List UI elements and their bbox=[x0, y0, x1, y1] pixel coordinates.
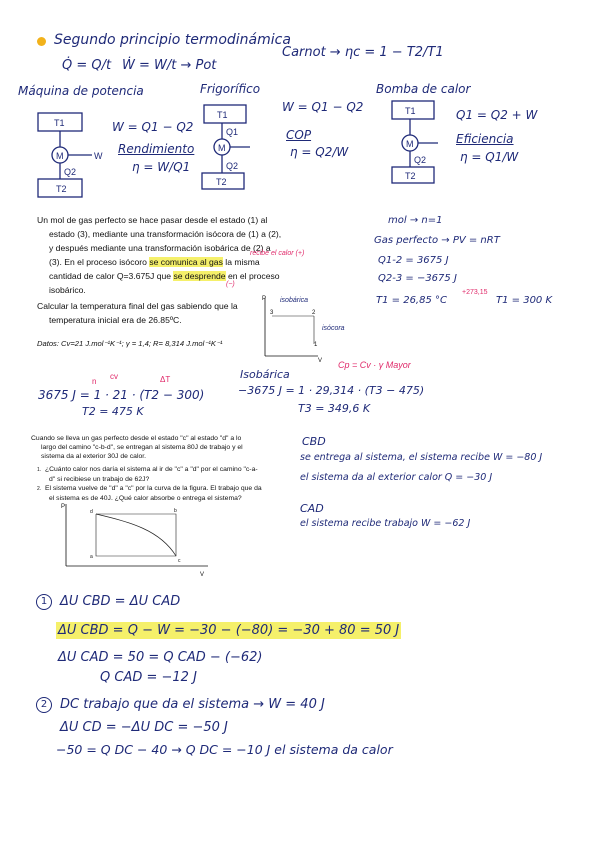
eficiencia-label: Eficiencia bbox=[456, 132, 514, 146]
bomba-q-eq: Q1 = Q2 + W bbox=[456, 108, 538, 122]
answer1-number: 1 bbox=[36, 594, 52, 610]
p1-graph-v: V bbox=[318, 358, 323, 364]
p2-line1: Cuando se lleva un gas perfecto desde el estado "c" al estado "d" a lo bbox=[31, 435, 242, 442]
p2-graph-c: c bbox=[178, 558, 181, 564]
side-q12: Q1-2 = 3675 J bbox=[378, 255, 449, 266]
p1-hw-isob-eq: −3675 J = 1 · 29,314 · (T3 − 475) bbox=[238, 384, 425, 397]
answer2-eq2: ΔU CD = −ΔU DC = −50 J bbox=[60, 720, 228, 735]
answer1-eq2: ΔU CBD = Q − W = −30 − (−80) = −30 + 80 = 50 J bbox=[58, 623, 400, 638]
answer2-eq1: DC trabajo que da el sistema → W = 40 J bbox=[60, 697, 325, 712]
p2-graph-d: d bbox=[90, 509, 93, 515]
p1-line4: (3). En el proceso isócoro se comunica al gas la misma bbox=[49, 257, 260, 267]
cad-line1: el sistema recibe trabajo W = −62 J bbox=[300, 518, 471, 529]
p1-hw-isob-label: Isobárica bbox=[240, 368, 290, 381]
q2-label-3: Q2 bbox=[414, 155, 427, 165]
p1-line1: Un mol de gas perfecto se hace pasar desde el estado (1) al bbox=[37, 215, 268, 225]
cop-eq: η = Q2/W bbox=[290, 145, 349, 159]
p2-pv-graph bbox=[60, 500, 220, 580]
heat-rate-eq: Q̇ = Q/t bbox=[62, 58, 112, 73]
t1-label-3: T1 bbox=[405, 106, 416, 116]
cbd-line2: el sistema da al exterior calor Q = −30 J bbox=[300, 472, 493, 483]
q2-label-2: Q2 bbox=[226, 161, 239, 171]
p1-graph-p: P bbox=[262, 296, 267, 302]
p1-hw-calc2: T2 = 475 K bbox=[82, 405, 144, 418]
p1-hw-dt: ΔT bbox=[160, 375, 171, 384]
side-t1c: T1 = 26,85 °C bbox=[376, 295, 447, 306]
eficiencia-eq: η = Q1/W bbox=[460, 150, 519, 164]
p1-q-line1: Calcular la temperatura final del gas sabiendo que la bbox=[37, 301, 238, 311]
p1-line3: y después mediante una transformación isobárica de (2) a bbox=[49, 243, 271, 253]
p2-graph-b: b bbox=[174, 508, 177, 514]
frigorifico-title: Frigorífico bbox=[200, 82, 261, 96]
t2-label-2: T2 bbox=[216, 177, 227, 187]
frig-w-eq: W = Q1 − Q2 bbox=[282, 100, 364, 114]
p2-item1: 1. ¿Cuánto calor nos daría el sistema al ir de "c" a "d" por el camino "c-a- d" si recibiese un trabajo de 62J? bbox=[37, 466, 258, 483]
t1-label-2: T1 bbox=[217, 110, 228, 120]
answer2-eq3: −50 = Q DC − 40 → Q DC = −10 J el sistema da calor bbox=[56, 742, 393, 757]
p2-graph-a: a bbox=[90, 554, 93, 560]
side-mol: mol → n=1 bbox=[388, 215, 443, 226]
problem1-text bbox=[37, 213, 281, 327]
maquina-w-eq: W = Q1 − Q2 bbox=[112, 120, 194, 134]
answer1-eq1: ΔU CBD = ΔU CAD bbox=[60, 594, 181, 609]
side-q23: Q2-3 = −3675 J bbox=[378, 273, 457, 284]
side-t1k: T1 = 300 K bbox=[496, 295, 553, 306]
p1-highlight-desprende: se desprende bbox=[173, 271, 226, 281]
rendimiento-label: Rendimiento bbox=[118, 142, 195, 156]
p1-hw-n: n bbox=[92, 377, 97, 386]
p1-highlight-comunica: se comunica al gas bbox=[149, 257, 223, 267]
p1-graph-isobarica: isobárica bbox=[280, 297, 309, 304]
cop-label: COP bbox=[286, 128, 312, 142]
m-label-1: M bbox=[56, 151, 64, 161]
cbd-line1: se entrega al sistema, el sistema recibe W = −80 J bbox=[300, 452, 543, 463]
p2-line3: sistema da al exterior 30J de calor. bbox=[41, 453, 147, 460]
side-273: +273,15 bbox=[462, 289, 488, 296]
p2-graph-v: V bbox=[200, 572, 205, 578]
m-label-2: M bbox=[218, 143, 226, 153]
w-label-1: W bbox=[94, 151, 103, 161]
q1-label-2: Q1 bbox=[226, 127, 239, 137]
p1-graph-isocora: isócora bbox=[322, 325, 345, 332]
t1-label-1: T1 bbox=[54, 118, 65, 128]
t2-label-1: T2 bbox=[56, 184, 67, 194]
p1-hw-cp: Cp = Cv · γ Mayor bbox=[338, 360, 411, 370]
p2-item2: 2. El sistema vuelve de "d" a "c" por la curva de la figura. El trabajo que da el sistema es de 40J. ¿Qué calor absorbe o entrega el sistema? bbox=[37, 485, 262, 502]
p1-line5: cantidad de calor Q=3.675J que se desprende en el proceso bbox=[49, 271, 280, 281]
answer1-eq4: Q CAD = −12 J bbox=[100, 670, 197, 685]
p1-graph-2: 2 bbox=[312, 310, 316, 316]
p1-line6: isobárico. bbox=[49, 285, 86, 295]
problem2-text bbox=[31, 434, 262, 503]
p2-graph-p: P bbox=[61, 504, 66, 510]
p1-datos: Datos: Cv=21 J.mol⁻¹K⁻¹; γ = 1,4; R= 8,314 J.mol⁻¹K⁻¹ bbox=[37, 339, 223, 348]
q2-label-1: Q2 bbox=[64, 167, 77, 177]
t2-label-3: T2 bbox=[405, 171, 416, 181]
p1-q-line2: temperatura inicial era de 26.85ºC. bbox=[49, 315, 182, 325]
carnot-eq: Carnot → ηc = 1 − T2/T1 bbox=[282, 45, 444, 60]
maquina-title: Máquina de potencia bbox=[18, 84, 144, 98]
p1-line2: estado (3), mediante una transformación isócora de (1) a (2), bbox=[49, 229, 282, 239]
cad-label: CAD bbox=[300, 502, 324, 515]
rendimiento-eq: η = W/Q1 bbox=[132, 160, 191, 174]
cbd-label: CBD bbox=[302, 435, 326, 448]
p1-hw-calc1: 3675 J = 1 · 21 · (T2 − 300) bbox=[38, 388, 205, 402]
p1-graph-1: 1 bbox=[314, 342, 318, 348]
bomba-title: Bomba de calor bbox=[376, 82, 471, 96]
m-label-3: M bbox=[406, 139, 414, 149]
p1-note-recibe: recibe el calor (+) bbox=[250, 250, 305, 257]
bullet-dot bbox=[37, 37, 46, 46]
p1-note-minus: (−) bbox=[226, 281, 235, 288]
p1-hw-cv: cv bbox=[110, 372, 118, 381]
section-title: Segundo principio termodinámica bbox=[54, 32, 291, 48]
p2-line2: largo del camino "c-b-d", se entregan al sistema 80J de trabajo y el bbox=[41, 444, 243, 451]
side-gas: Gas perfecto → PV = nRT bbox=[374, 235, 500, 246]
p1-pv-graph bbox=[256, 294, 366, 366]
p1-hw-t3: T3 = 349,6 K bbox=[298, 402, 371, 415]
answer2-number: 2 bbox=[36, 697, 52, 713]
p1-graph-3: 3 bbox=[270, 310, 274, 316]
power-eq: Ẇ = W/t → Pot bbox=[122, 58, 217, 73]
answer1-eq3: ΔU CAD = 50 = Q CAD − (−62) bbox=[58, 650, 263, 665]
